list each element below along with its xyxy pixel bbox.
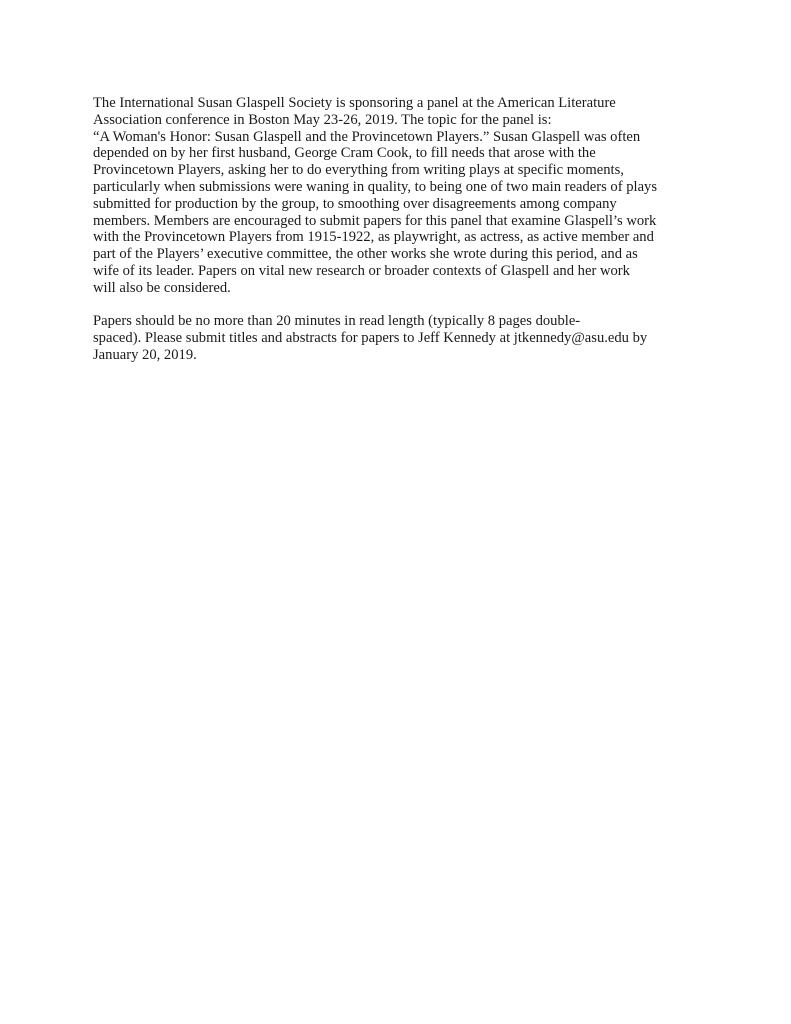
text-line: particularly when submissions were waning in quality, to being one of two main readers of plays xyxy=(93,178,658,195)
text-line: The International Susan Glaspell Society is sponsoring a panel at the American Literature xyxy=(93,95,616,111)
paragraph-gap xyxy=(93,297,713,314)
text-line: Provincetown Players, asking her to do everything from writing plays at specific moments, xyxy=(93,162,624,179)
text-line: Association conference in Boston May 23-26, 2019. The topic for the panel is: xyxy=(93,111,552,128)
text-line: January 20, 2019. xyxy=(93,346,197,363)
text-line: Papers should be no more than 20 minutes in read length (typically 8 pages double- xyxy=(93,313,581,330)
text-line: “A Woman's Honor: Susan Glaspell and the Provincetown Players.” Susan Glaspell was often xyxy=(93,128,641,145)
document-body xyxy=(93,95,713,364)
text-line: part of the Players’ executive committee, the other works she wrote during this period, and as xyxy=(93,246,638,263)
text-line: members. Members are encouraged to submit papers for this panel that examine Glaspell’s work xyxy=(93,212,657,229)
text-line: with the Provincetown Players from 1915-1922, as playwright, as actress, as active member and xyxy=(93,229,654,246)
text-line: spaced). Please submit titles and abstracts for papers to Jeff Kennedy at jtkennedy@asu.edu by xyxy=(93,330,648,347)
text-line: submitted for production by the group, to smoothing over disagreements among company xyxy=(93,195,617,212)
text-line: depended on by her first husband, George Cram Cook, to fill needs that arose with the xyxy=(93,145,596,162)
paragraph-call-for-papers xyxy=(93,95,713,297)
text-line: will also be considered. xyxy=(93,279,231,296)
paragraph-submission-details xyxy=(93,313,713,363)
text-line: wife of its leader. Papers on vital new research or broader contexts of Glaspell and her work xyxy=(93,262,630,279)
